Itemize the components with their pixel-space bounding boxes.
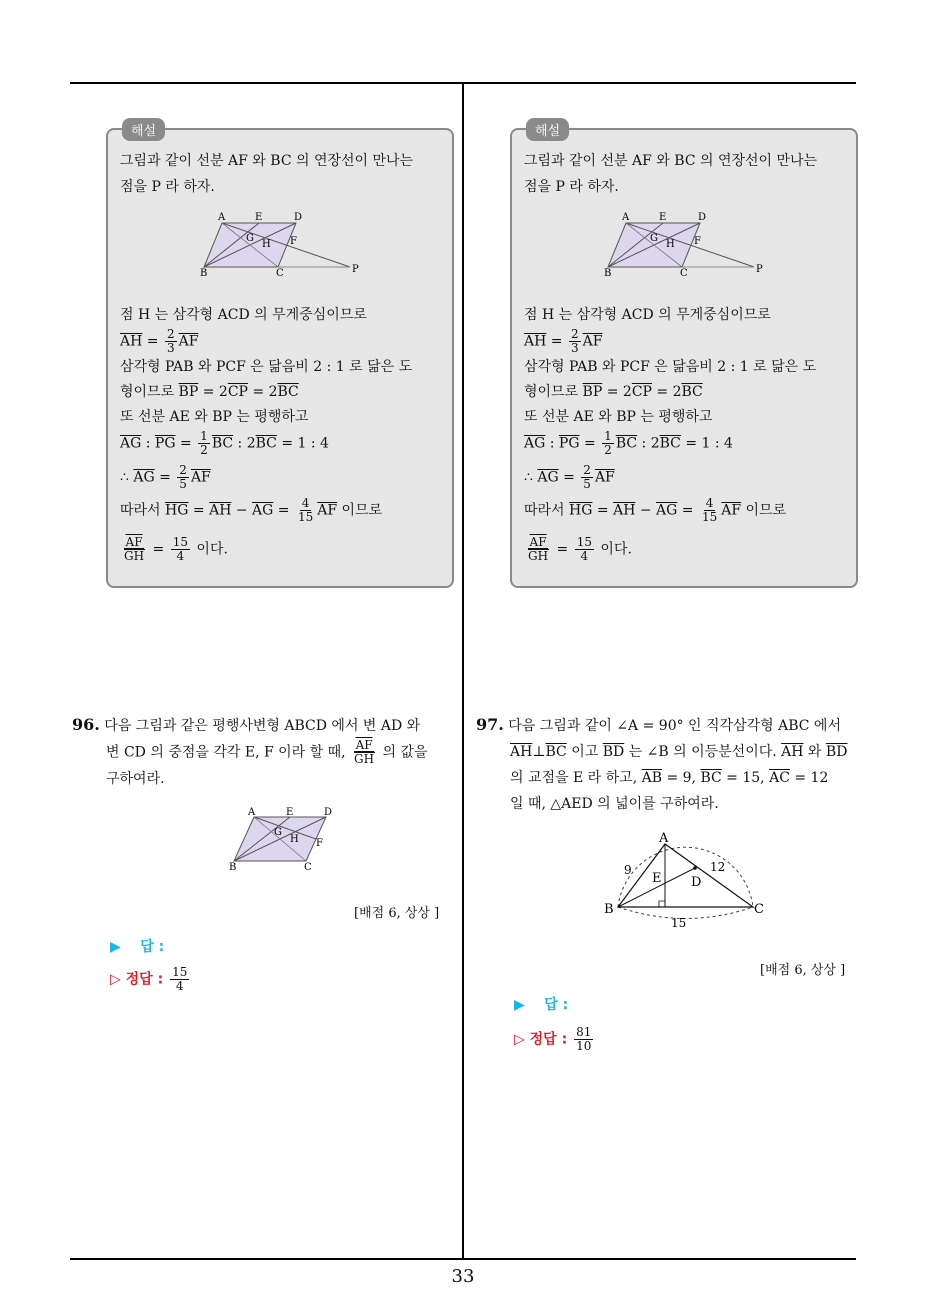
question-text: 다음 그림과 같은 평행사변형 ABCD 에서 변 AD 와	[104, 718, 421, 734]
ratio-fraction: $\frac{\overline{AF}}{GH}$	[354, 738, 375, 766]
side-ac-label: 12	[710, 860, 726, 874]
score-label: [배점 6, 상상 ]	[760, 963, 846, 978]
fig-label-h: H	[262, 239, 271, 250]
score-label: [배점 6, 상상 ]	[354, 906, 440, 921]
fig-label-b: B	[604, 268, 612, 276]
fig-label-h: H	[290, 834, 299, 845]
fig-label-e: E	[659, 212, 667, 223]
side-bc-label: 15	[671, 916, 687, 930]
answer-row: ▶ 답 :	[514, 997, 569, 1013]
solution-eq5: $\frac{\overline{AF}}{GH}$ = $\frac{15}{4}$ 이다.	[124, 535, 228, 563]
outline-play-icon: ▷	[110, 971, 121, 988]
solution-line: 점 H 는 삼각형 ACD 의 무게중심이므로	[524, 307, 771, 323]
solution-eq2: $\overline{AG}$ : $\overline{PG}$ = $\frac{1}{2}$ $\overline{BC}$ : $2\overline{BC} = 1$ : 4	[524, 429, 733, 457]
solution-line: 삼각형 PAB 와 PCF 은 닮음비 2 : 1 로 닮은 도	[120, 359, 413, 375]
fig-label-d: D	[294, 212, 303, 223]
solution-tag: 해설	[122, 118, 165, 141]
fig-label-c: C	[680, 268, 688, 276]
solution-eq1: $\overline{AH}$ = $\frac{2}{3}$ $\overline{AF}$	[524, 327, 603, 355]
fig-label-f: F	[316, 838, 323, 849]
question-text: 의 값을	[378, 744, 428, 761]
parallelogram-p-figure	[192, 210, 362, 276]
solution-line5: 형이므로 $\overline{BP} = 2\overline{CP} = 2\overline{BC}$	[120, 384, 299, 400]
fig-label-a: A	[248, 807, 256, 818]
solution-line: 점을 P 라 하자.	[524, 179, 619, 195]
fig-label-c: C	[304, 862, 312, 873]
outline-play-icon: ▷	[514, 1031, 525, 1048]
solution-line: 점을 P 라 하자.	[120, 179, 215, 195]
play-icon: ▶	[110, 939, 121, 955]
question-97: 97. 다음 그림과 같이 ∠A = 90° 인 직각삼각형 ABC 에서 $\overline{AH}\perp\overline{BC}$ 이고 $\overline{BD}$ 는 ∠B 의 이등분선이다. $\overline{AH}$ 와 $\overline{BD}$ 의 교점을 E 라 하고, $\overline{AB} = 9$, $\overline{BC} = 15$, $\overline{AC} = 12$ 일 때, △AED 의 넓이를 구하여라.	[476, 712, 860, 817]
question-text: 일 때, △AED 의 넓이를 구하여라.	[510, 796, 719, 812]
solution-line: 또 선분 AE 와 BP 는 평행하고	[524, 409, 713, 425]
fig-label-d: D	[324, 807, 333, 818]
fig-label-b: B	[604, 902, 614, 917]
solution-eq2: $\overline{AG}$ : $\overline{PG}$ = $\frac{1}{2}$ $\overline{BC}$ : $2\overline{BC} = 1$ : 4	[120, 429, 329, 457]
fig-label-p: P	[352, 264, 359, 275]
solution-eq5: $\frac{\overline{AF}}{GH}$ = $\frac{15}{4}$ 이다.	[528, 535, 632, 563]
fig-label-f: F	[694, 236, 701, 247]
solution-line5: 형이므로 $\overline{BP} = 2\overline{CP} = 2\overline{BC}$	[524, 384, 703, 400]
question-text: 변 CD 의 중점을 각각 E, F 이라 할 때,	[106, 744, 351, 761]
page-number: 33	[451, 1266, 475, 1287]
parallelogram-p-figure	[596, 210, 766, 276]
fig-label-p: P	[756, 264, 763, 275]
bottom-rule	[70, 1258, 856, 1260]
solution-box-right	[510, 124, 858, 588]
answer-row: ▶ 답 :	[110, 939, 165, 955]
fig-label-g: G	[650, 233, 658, 244]
fig-label-a: A	[218, 212, 226, 223]
solution-eq4: 따라서 $\overline{HG} = \overline{AH} - \overline{AG}$ = $\frac{4}{15}$ $\overline{AF}$ 이므로	[524, 496, 787, 524]
side-ab-label: 9	[624, 863, 632, 877]
solution-line: 그림과 같이 선분 AF 와 BC 의 연장선이 만나는	[524, 153, 818, 169]
play-icon: ▶	[514, 997, 525, 1013]
solution-line: 삼각형 PAB 와 PCF 은 닮음비 2 : 1 로 닮은 도	[524, 359, 817, 375]
question-number: 96.	[72, 715, 100, 734]
question-96	[72, 712, 456, 792]
solution-eq4: 따라서 $\overline{HG} = \overline{AH} - \overline{AG}$ = $\frac{4}{15}$ $\overline{AF}$ 이므로	[120, 496, 383, 524]
fig-label-d: D	[691, 875, 702, 890]
fig-label-e: E	[255, 212, 263, 223]
fig-label-c: C	[754, 902, 764, 917]
correct-answer-row: ▷ 정답 : $\frac{81}{10}$	[514, 1025, 592, 1053]
correct-answer-row: ▷ 정답 : $\frac{15}{4}$	[110, 965, 188, 993]
fig-label-e: E	[652, 871, 662, 886]
column-divider	[462, 82, 464, 1260]
fig-label-a: A	[622, 212, 630, 223]
solution-eq3: ∴ $\overline{AG}$ = $\frac{2}{5}$ $\overline{AF}$	[120, 463, 211, 491]
solution-box-left	[106, 124, 454, 588]
fig-label-e: E	[286, 807, 294, 818]
fig-label-a: A	[659, 831, 669, 846]
fig-label-d: D	[698, 212, 707, 223]
fig-label-b: B	[200, 268, 208, 276]
question-number: 97.	[476, 715, 504, 734]
fig-label-f: F	[290, 236, 297, 247]
right-triangle-figure	[598, 826, 770, 934]
solution-line: 또 선분 AE 와 BP 는 평행하고	[120, 409, 309, 425]
solution-eq3: ∴ $\overline{AG}$ = $\frac{2}{5}$ $\overline{AF}$	[524, 463, 615, 491]
solution-line: 점 H 는 삼각형 ACD 의 무게중심이므로	[120, 307, 367, 323]
fig-label-g: G	[246, 233, 254, 244]
question-text: 다음 그림과 같이 ∠A = 90° 인 직각삼각형 ABC 에서	[508, 718, 841, 734]
fig-label-b: B	[229, 862, 237, 873]
solution-tag: 해설	[526, 118, 569, 141]
question-text: 구하여라.	[106, 771, 165, 787]
solution-eq1: $\overline{AH}$ = $\frac{2}{3}$ $\overline{AF}$	[120, 327, 199, 355]
fig-label-g: G	[274, 827, 282, 838]
fig-label-h: H	[666, 239, 675, 250]
parallelogram-figure	[226, 804, 342, 874]
solution-line: 그림과 같이 선분 AF 와 BC 의 연장선이 만나는	[120, 153, 414, 169]
fig-label-c: C	[276, 268, 284, 276]
